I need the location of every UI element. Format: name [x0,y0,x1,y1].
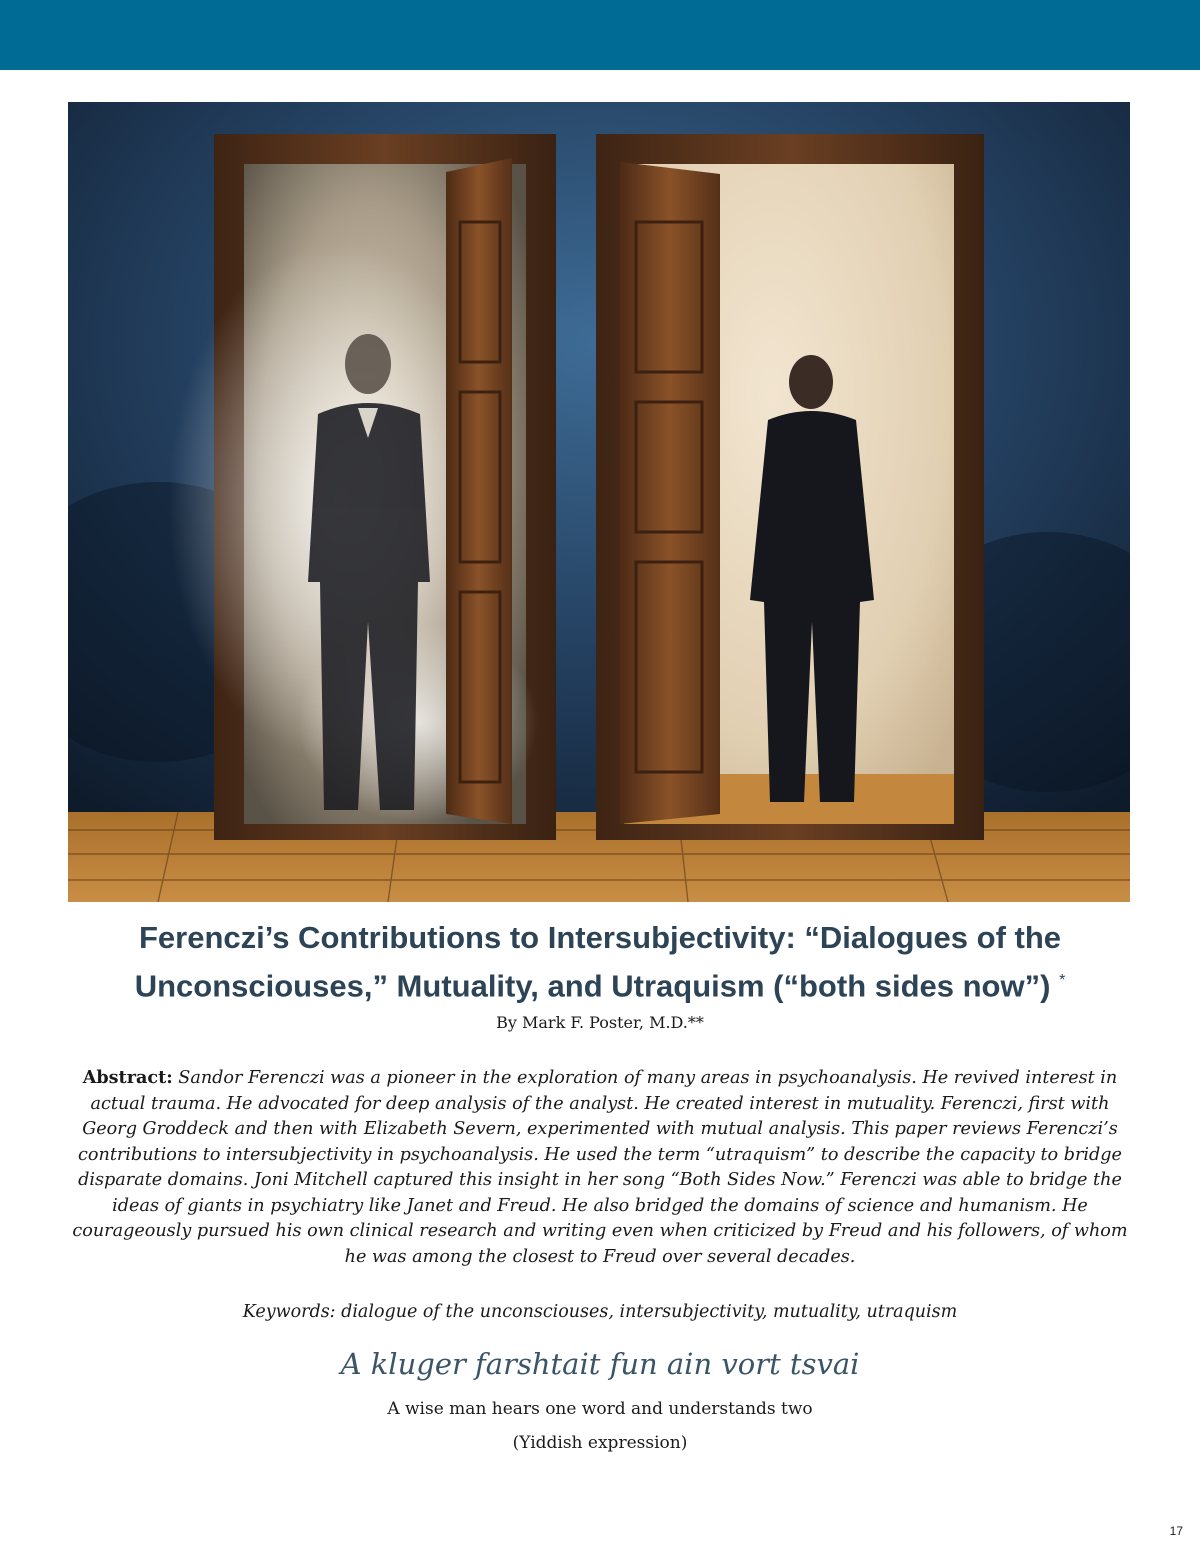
title-footnote-mark: * [1059,972,1066,989]
header-band [0,0,1200,70]
page-number: 17 [1169,1524,1183,1538]
epigraph-source: (Yiddish expression) [512,1433,688,1453]
abstract [66,1065,1134,1270]
epigraph-translation: A wise man hears one word and understands two [387,1399,813,1419]
abstract-text: Sandor Ferenczi was a pioneer in the exploration of many areas in psychoanalysis. He revived interest in actual trauma. He advocated for deep analysis of the analyst. He created interest in mutuality. Ferenczi, first with Georg Groddeck and then with Elizabeth Severn, experimented with mutual analysis. This paper reviews Ferenczi’s contributions to intersubjectivity in psychoanalysis. He used the term “utraquism” to describe the capacity to bridge disparate domains. Joni Mitchell captured this insight in her song “Both Sides Now.” Ferenczi was able to bridge the ideas of giants in psychiatry like Janet and Freud. He also bridged the domains of science and humanism. He courageously pursued his own clinical research and writing even when criticized by Freud and his followers, of whom he was among the closest to Freud over several decades. [72,1068,1128,1267]
two-doors-illustration [68,102,1130,902]
abstract-label: Abstract: [82,1067,173,1088]
byline: By Mark F. Poster, M.D.** [496,1013,704,1032]
hero-illustration [68,102,1130,902]
keywords: Keywords: dialogue of the unconsciouses, intersubjectivity, mutuality, utraquism [242,1302,958,1322]
epigraph-quote: A kluger farshtait fun ain vort tsvai [340,1347,860,1381]
article-title [60,916,1140,1007]
article-title-text: Ferenczi’s Contributions to Intersubjectivity: “Dialogues of the Unconsciouses,” Mutuality, and Utraquism (“both sides now”) [134,920,1062,1004]
